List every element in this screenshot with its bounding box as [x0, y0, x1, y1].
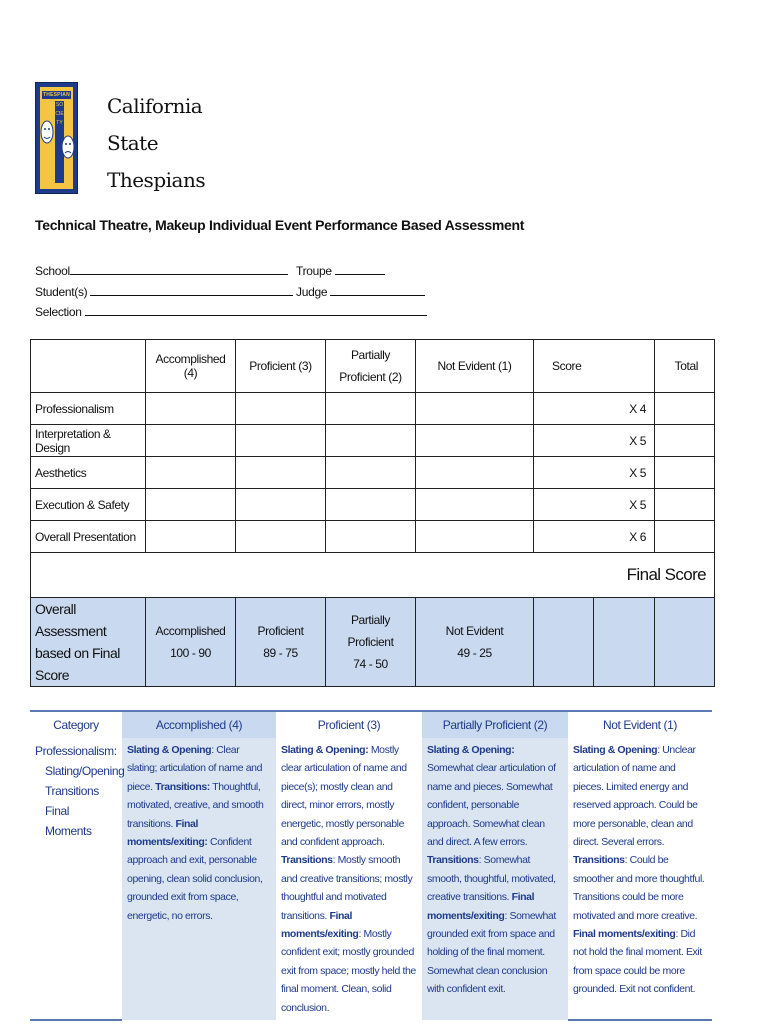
rubric-header-accomplished: Accomplished (4) [122, 711, 276, 738]
level-proficient [236, 598, 326, 687]
total-cell[interactable] [655, 489, 715, 521]
selection-label: Selection [35, 305, 82, 319]
score-cell[interactable] [326, 521, 416, 553]
rubric-cell-not-evident [568, 738, 712, 1020]
rubric-cell-accomplished [122, 738, 276, 1020]
org-line-1: California [107, 94, 203, 118]
final-score-label: Final Score [31, 553, 715, 598]
row-label: Aesthetics [31, 457, 146, 489]
criterion-text: : Could be smoother and more thoughtful. Transitions could be more motivated and more creative. [573, 854, 705, 922]
students-field[interactable] [35, 283, 293, 299]
logo-gold-field [40, 87, 73, 189]
empty-cell [594, 598, 655, 687]
rubric-header-category: Category [30, 711, 122, 738]
page-title: Technical Theatre, Makeup Individual Event Performance Based Assessment [35, 217, 525, 233]
rubric-table [30, 710, 712, 1021]
level-not-evident [416, 598, 534, 687]
empty-header-cell [31, 340, 146, 393]
troupe-field[interactable] [296, 262, 385, 278]
criterion-text: : Mostly confident exit; mostly grounded exit from space; mostly held the final moment. Clean, solid conclusion. [281, 928, 416, 1014]
criterion-text: : Clear slating; articulation of name and piece. [127, 744, 263, 793]
multiplier: X 6 [534, 521, 655, 553]
header-proficient: Proficient (3) [236, 340, 326, 393]
row-label: Overall Presentation [31, 521, 146, 553]
criterion-text: : Unclear articulation of name and pieces. Limited energy and reserved approach. Could be more personable, clean and direct. Several errors. [573, 744, 698, 849]
level-range: 49 - 25 [457, 646, 492, 660]
logo-banner: THESPIAN [43, 92, 70, 98]
level-name: Proficient [257, 624, 304, 638]
score-cell[interactable] [146, 521, 236, 553]
troupe-label: Troupe [296, 264, 332, 278]
criterion-label: Final moments/exiting [281, 909, 359, 941]
score-cell[interactable] [416, 425, 534, 457]
judge-label: Judge [296, 285, 328, 299]
criterion-text: : Mostly smooth and creative transitions; mostly thoughtful and motivated transitions. [281, 854, 413, 922]
school-line[interactable] [70, 262, 288, 275]
score-cell[interactable] [146, 457, 236, 489]
total-cell[interactable] [655, 457, 715, 489]
criterion-text: : Somewhat grounded exit from space and holding of the final moment. Somewhat clean conclusion with confident exit. [427, 909, 556, 996]
table-row [31, 489, 715, 521]
theatre-masks-icon [40, 87, 75, 191]
school-label: School [35, 264, 70, 278]
category-item: Transitions [45, 784, 99, 798]
empty-cell [655, 598, 715, 687]
header-not-evident: Not Evident (1) [416, 340, 534, 393]
score-table-header [31, 340, 715, 393]
row-label: Execution & Safety [31, 489, 146, 521]
rubric-header [30, 711, 712, 738]
category-item: Final Moments [45, 804, 92, 838]
criterion-label: Final moments/exiting: [127, 817, 208, 849]
criterion-text: Confident approach and exit, personable opening, clean solid conclusion, grounded exit from space, energetic, no errors. [127, 836, 263, 922]
multiplier: X 5 [534, 489, 655, 521]
row-label: Professionalism [31, 393, 146, 425]
level-name: Accomplished [155, 624, 226, 638]
score-cell[interactable] [416, 393, 534, 425]
score-cell[interactable] [236, 489, 326, 521]
org-line-3: Thespians [107, 168, 206, 192]
criterion-text: : Somewhat smooth, thoughtful, motivated, creative transitions. [427, 854, 556, 904]
table-row [31, 521, 715, 553]
level-range: 74 - 50 [353, 657, 388, 671]
logo-column: SOCIETY [55, 101, 64, 183]
table-row [31, 393, 715, 425]
table-row [31, 425, 715, 457]
level-range: 89 - 75 [263, 646, 298, 660]
rubric-header-proficient: Proficient (3) [276, 711, 422, 738]
header-total: Total [655, 340, 715, 393]
score-cell[interactable] [416, 521, 534, 553]
judge-field[interactable] [296, 283, 425, 299]
row-label: Interpretation & Design [31, 425, 146, 457]
score-cell[interactable] [326, 393, 416, 425]
score-cell[interactable] [146, 393, 236, 425]
level-accomplished [146, 598, 236, 687]
empty-cell [534, 598, 594, 687]
score-cell[interactable] [146, 489, 236, 521]
level-name: Partially Proficient [347, 613, 394, 649]
table-row [31, 457, 715, 489]
criterion-text: Mostly clear articulation of name and piece(s); mostly clean and direct, minor errors, mostly energetic, mostly personable and confident approach. [281, 744, 407, 849]
criterion-text: Somewhat clear articulation of name and pieces. Somewhat confident, personable approach. Somewhat clean and direct. A few errors. [427, 762, 556, 849]
score-cell[interactable] [416, 489, 534, 521]
header-partially-proficient: Partially Proficient (2) [326, 340, 416, 393]
header-score: Score [534, 340, 655, 393]
students-line[interactable] [90, 283, 293, 296]
total-cell[interactable] [655, 425, 715, 457]
selection-line[interactable] [85, 303, 427, 316]
level-partially-proficient [326, 598, 416, 687]
judge-line[interactable] [330, 283, 425, 296]
school-field[interactable] [35, 262, 288, 278]
multiplier: X 5 [534, 457, 655, 489]
assessment-row [31, 598, 715, 687]
score-cell[interactable] [326, 457, 416, 489]
criterion-label: Transitions [573, 854, 625, 867]
rubric-row [30, 738, 712, 1020]
total-cell[interactable] [655, 393, 715, 425]
thespian-logo [35, 82, 78, 194]
criterion-label: Slating & Opening [127, 744, 212, 756]
criterion-label: Final moments/exiting [573, 928, 676, 941]
troupe-line[interactable] [335, 262, 385, 275]
criterion-label: Transitions: [155, 780, 210, 793]
score-cell[interactable] [236, 393, 326, 425]
score-cell[interactable] [236, 521, 326, 553]
criterion-label: Slating & Opening: [281, 744, 369, 756]
header-accomplished: Accomplished (4) [146, 340, 236, 393]
multiplier: X 5 [534, 425, 655, 457]
category-item: Slating/Opening [45, 764, 125, 778]
score-cell[interactable] [236, 457, 326, 489]
criterion-text: Thoughtful, motivated, creative, and smooth transitions. [127, 780, 264, 830]
total-cell[interactable] [655, 521, 715, 553]
criterion-label: Transitions [427, 854, 479, 867]
score-cell[interactable] [326, 425, 416, 457]
students-label: Student(s) [35, 285, 88, 299]
org-name [107, 88, 205, 199]
level-range: 100 - 90 [170, 646, 211, 660]
selection-field[interactable] [35, 303, 427, 319]
level-name: Not Evident [445, 624, 504, 638]
score-cell[interactable] [146, 425, 236, 457]
rubric-header-not-evident: Not Evident (1) [568, 711, 712, 738]
criterion-label: Slating & Opening: [427, 744, 515, 756]
criterion-label: Final moments/exiting [427, 891, 535, 922]
rubric-category [30, 738, 125, 1020]
rubric-cell-proficient [276, 738, 422, 1020]
multiplier: X 4 [534, 393, 655, 425]
rubric-header-partially-proficient: Partially Proficient (2) [422, 711, 568, 738]
score-cell[interactable] [236, 425, 326, 457]
score-cell[interactable] [326, 489, 416, 521]
criterion-label: Slating & Opening [573, 744, 658, 756]
score-table [30, 339, 715, 687]
criterion-text: : Did not hold the final moment. Exit from space could be more grounded. Exit not confident. [573, 928, 702, 996]
final-score-row [31, 553, 715, 598]
criterion-label: Transitions [281, 854, 333, 867]
org-line-2: State [107, 131, 159, 155]
score-cell[interactable] [416, 457, 534, 489]
category-title: Professionalism: [35, 744, 117, 758]
rubric-cell-partially-proficient [422, 738, 568, 1020]
assessment-label: Overall Assessment based on Final Score [31, 598, 146, 687]
